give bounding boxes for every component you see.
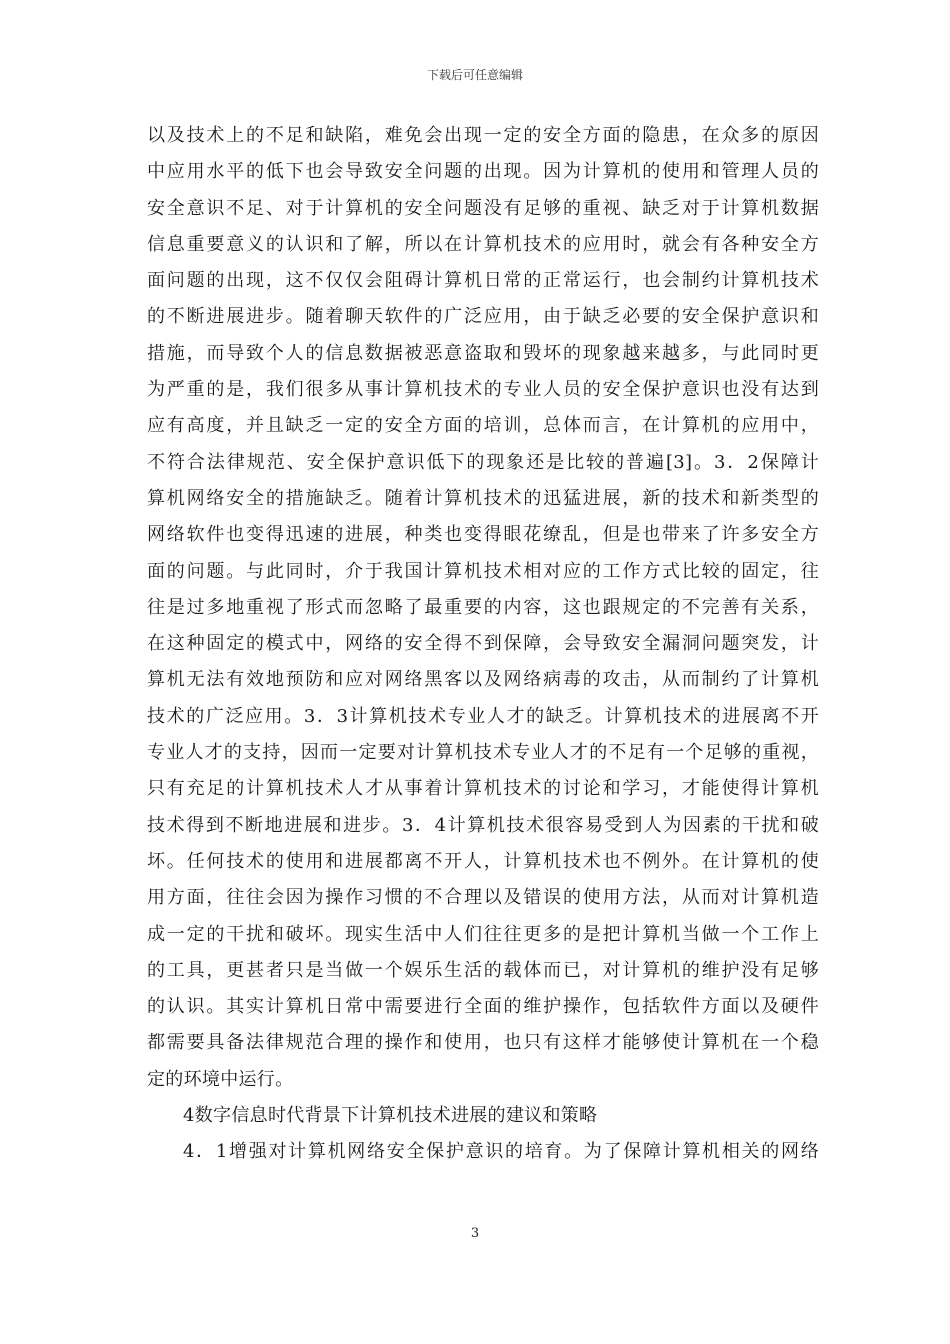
body-text [147,118,819,1171]
text-line: 技术得到不断地进展和进步。3．4计算机技术很容易受到人为因素的干扰和破 [147,814,819,836]
text-line: 只有充足的计算机技术人才从事着计算机技术的讨论和学习，才能使得计算机 [147,778,819,800]
text-line: 以及技术上的不足和缺陷，难免会出现一定的安全方面的隐患，在众多的原因 [147,125,819,146]
text-line: 算机网络安全的措施缺乏。随着计算机技术的迅猛进展，新的技术和新类型的 [147,487,819,509]
subsection-line: 4．1增强对计算机网络安全保护意识的培育。为了保障计算机相关的网络 [183,1141,819,1163]
text-line: 网络软件也变得迅速的进展，种类也变得眼花缭乱，但是也带来了许多安全方 [147,524,819,546]
text-line: 用方面，往往会因为操作习惯的不合理以及错误的使用方法，从而对计算机造 [147,887,819,909]
text-line: 不符合法律规范、安全保护意识低下的现象还是比较的普遍[3]。3．2保障计 [147,451,819,473]
text-line: 算机无法有效地预防和应对网络黑客以及网络病毒的攻击，从而制约了计算机 [147,669,819,691]
text-line: 都需要具备法律规范合理的操作和使用，也只有这样才能够使计算机在一个稳 [147,1032,819,1054]
text-line: 中应用水平的低下也会导致安全问题的出现。因为计算机的使用和管理人员的 [147,161,819,183]
section-heading: 4数字信息时代背景下计算机技术进展的建议和策略 [183,1105,598,1127]
text-line: 应有高度，并且缺乏一定的安全方面的培训，总体而言，在计算机的应用中， [147,415,819,437]
text-line: 信息重要意义的认识和了解，所以在计算机技术的应用时，就会有各种安全方 [147,233,819,255]
text-line: 面的问题。与此同时，介于我国计算机技术相对应的工作方式比较的固定，往 [147,560,819,582]
text-line: 往是过多地重视了形式而忽略了最重要的内容，这也跟规定的不完善有关系， [147,596,819,618]
text-line: 的认识。其实计算机日常中需要进行全面的维护操作，包括软件方面以及硬件 [147,996,819,1018]
text-line: 技术的广泛应用。3．3计算机技术专业人才的缺乏。计算机技术的进展离不开 [147,705,819,727]
text-line: 专业人才的支持，因而一定要对计算机技术专业人才的不足有一个足够的重视， [147,742,819,764]
text-line: 的不断进展进步。随着聊天软件的广泛应用，由于缺乏必要的安全保护意识和 [147,306,819,328]
text-line: 的工具，更甚者只是当做一个娱乐生活的载体而已，对计算机的维护没有足够 [147,959,819,981]
text-line: 在这种固定的模式中，网络的安全得不到保障，会导致安全漏洞问题突发，计 [147,633,819,655]
text-line: 为严重的是，我们很多从事计算机技术的专业人员的安全保护意识也没有达到 [147,379,819,401]
page-header: 下载后可任意编辑 [426,68,523,82]
text-line: 安全意识不足、对于计算机的安全问题没有足够的重视、缺乏对于计算机数据 [147,197,819,219]
page-number: 3 [470,1226,480,1241]
text-line: 成一定的干扰和破坏。现实生活中人们往往更多的是把计算机当做一个工作上 [147,923,819,945]
text-line: 坏。任何技术的使用和进展都离不开人，计算机技术也不例外。在计算机的使 [147,850,819,872]
text-line: 措施，而导致个人的信息数据被恶意盗取和毁坏的现象越来越多，与此同时更 [147,342,819,364]
text-line: 面问题的出现，这不仅仅会阻碍计算机日常的正常运行，也会制约计算机技术 [147,270,819,292]
text-line: 定的环境中运行。 [147,1068,294,1090]
